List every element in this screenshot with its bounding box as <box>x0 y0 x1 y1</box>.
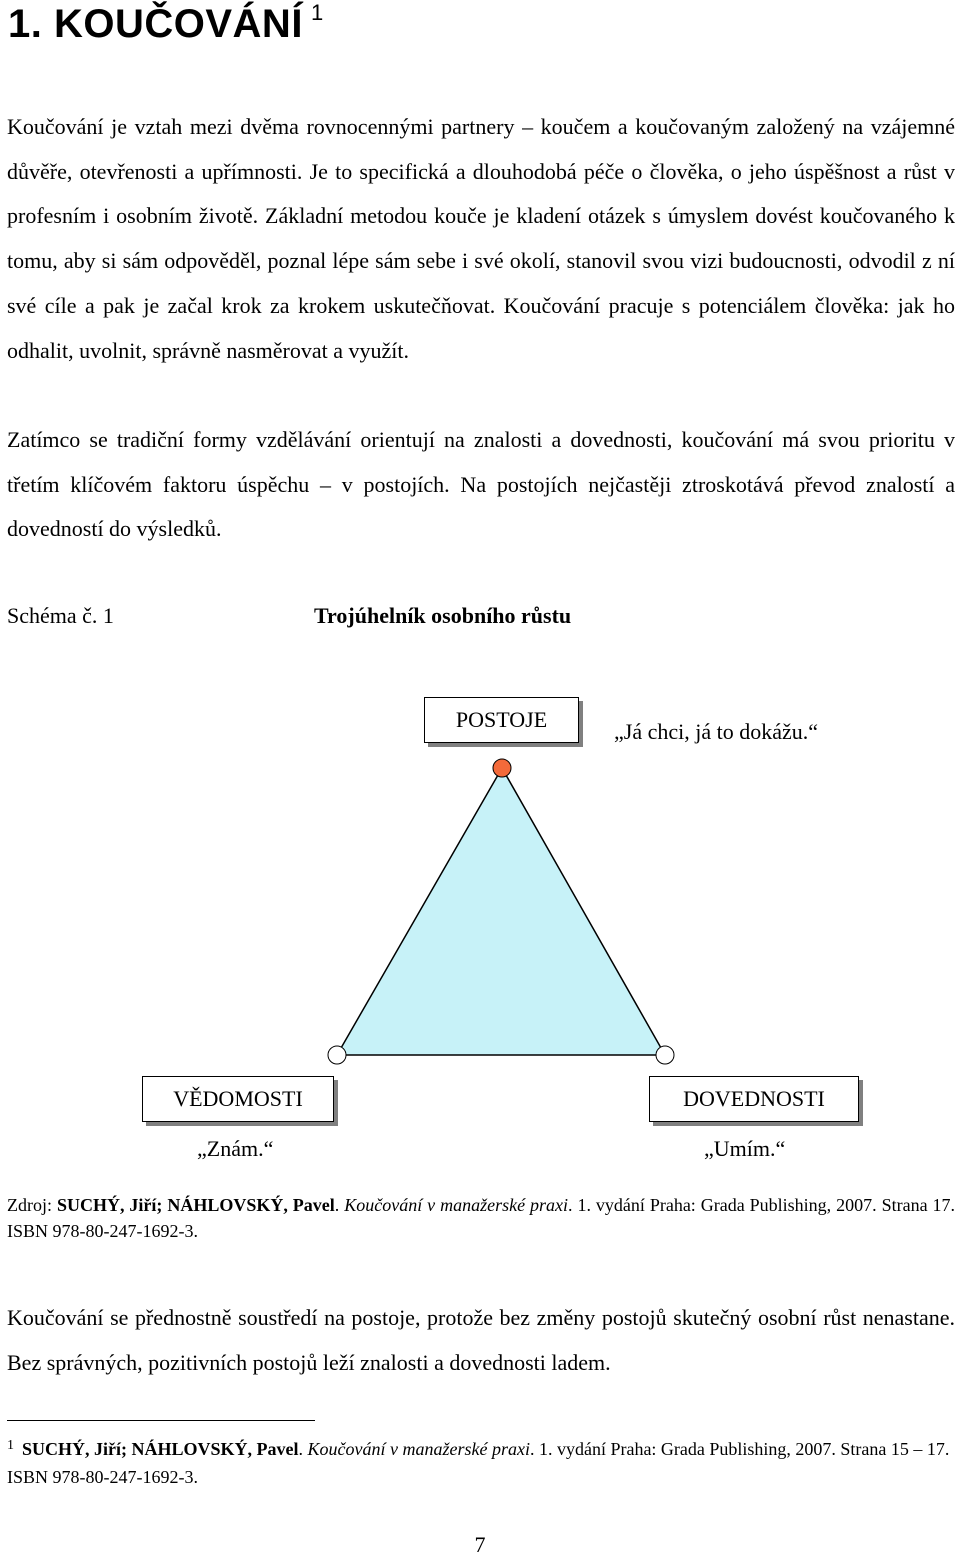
footnote-separator <box>7 1420 315 1421</box>
knowledge-box: VĚDOMOSTI <box>142 1076 334 1122</box>
source-separator: . <box>334 1195 345 1215</box>
schema-label: Schéma č. 1 <box>7 603 114 628</box>
footnote-title: Koučování v manažerské praxi <box>307 1439 530 1459</box>
diagram-source <box>7 1192 955 1244</box>
attitudes-quote: „Já chci, já to dokážu.“ <box>614 719 819 744</box>
attitudes-node <box>493 759 511 777</box>
paragraph-attitudes: Zatímco se tradiční formy vzdělávání orientují na znalosti a dovednosti, koučování má svou prioritu v třetím klíčovém faktoru úspěchu – v postojích. Na postojích nejčastěji ztroskotává převod znalostí a dovedností do výsledků. <box>7 427 955 542</box>
footnote-number: 1 <box>7 1438 14 1453</box>
skills-box: DOVEDNOSTI <box>649 1076 859 1122</box>
skills-node <box>656 1046 674 1064</box>
knowledge-quote: „Znám.“ <box>197 1136 274 1161</box>
skills-quote: „Umím.“ <box>704 1136 786 1161</box>
knowledge-node <box>328 1046 346 1064</box>
schema-title: Trojúhelník osobního růstu <box>314 603 572 628</box>
footnote-authors: SUCHÝ, Jiří; NÁHLOVSKÝ, Pavel <box>22 1439 299 1459</box>
source-authors: SUCHÝ, Jiří; NÁHLOVSKÝ, Pavel <box>56 1195 335 1215</box>
heading-text: 1. KOUČOVÁNÍ <box>8 2 303 46</box>
footnote-details: . 1. vydání Praha: Grada Publishing, 2007. Strana 15 – 17. ISBN 978-80-247-1692-3. <box>7 1439 950 1487</box>
footnote <box>7 1435 955 1491</box>
attitudes-box: POSTOJE <box>424 697 579 743</box>
paragraph-intro: Koučování je vztah mezi dvěma rovnocennými partnery – koučem a koučovaným založený na vzájemné důvěře, otevřenosti a upřímnosti. Je to specifická a dlouhodobá péče o člověka, o jeho úspěšnost a růst v profesním i osobním životě. Základní metodou kouče je kladení otázek s úmyslem dovést koučovaného k tomu, aby si sám odpověděl, poznal lépe sám sebe i své okolí, stanovil svou vizi budoucnosti, odvodil z ní své cíle a pak je začal krok za krokem uskutečňovat. Koučování pracuje s potenciálem člověka: jak ho odhalit, uvolnit, správně nasměrovat a využít. <box>7 114 955 363</box>
source-prefix: Zdroj: <box>7 1195 57 1215</box>
source-details: . 1. vydání Praha: Grada Publishing, 2007. Strana 17. ISBN 978-80-247-1692-3. <box>7 1195 955 1241</box>
footnote-separator-dot: . <box>298 1439 308 1459</box>
footnote-reference[interactable]: 1 <box>310 0 324 25</box>
source-title: Koučování v manažerské praxi <box>344 1195 568 1215</box>
page-number: 7 <box>474 1532 486 1557</box>
growth-triangle <box>337 768 665 1055</box>
paragraph-conclusion: Koučování se přednostně soustředí na postoje, protože bez změny postojů skutečný osobní růst nenastane. Bez správných, pozitivních postojů leží znalosti a dovednosti ladem. <box>7 1305 955 1375</box>
